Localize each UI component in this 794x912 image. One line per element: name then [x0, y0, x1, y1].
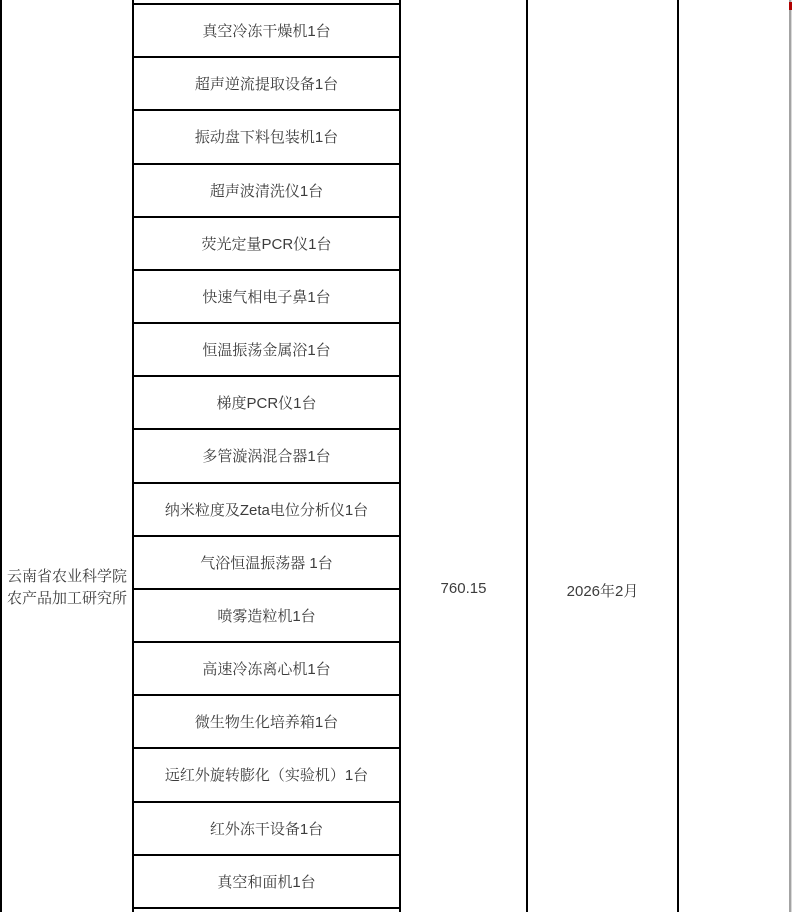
- equipment-cell: 微生物生化培养箱1台: [134, 696, 399, 749]
- equipment-cell: 红外冻干设备1台: [134, 803, 399, 856]
- equipment-cell: 远红外旋转膨化（实验机）1台: [134, 749, 399, 802]
- equipment-cell: 荧光定量PCR仪1台: [134, 218, 399, 271]
- equipment-column: [132, 0, 401, 912]
- equipment-cell: 气浴恒温振荡器 1台: [134, 537, 399, 590]
- equipment-row-partial-bottom: [134, 909, 399, 912]
- budget-cell: 760.15: [440, 580, 487, 597]
- equipment-cell: 纳米粒度及Zeta电位分析仪1台: [134, 484, 399, 537]
- revision-mark: [789, 2, 792, 10]
- organization-cell: 云南省农业科学院农产品加工研究所: [6, 568, 127, 607]
- equipment-cell: 多管漩涡混合器1台: [134, 430, 399, 483]
- equipment-cell: 喷雾造粒机1台: [134, 590, 399, 643]
- equipment-cell: 超声波清洗仪1台: [134, 165, 399, 218]
- equipment-cell: 快速气相电子鼻1台: [134, 271, 399, 324]
- equipment-cell: 高速冷冻离心机1台: [134, 643, 399, 696]
- equipment-cell: 超声逆流提取设备1台: [134, 58, 399, 111]
- remark-cell: [679, 0, 789, 912]
- equipment-cell: 真空和面机1台: [134, 856, 399, 909]
- equipment-cell: 梯度PCR仪1台: [134, 377, 399, 430]
- page-edge-line: [789, 0, 792, 912]
- equipment-cell: 真空冷冻干燥机1台: [134, 5, 399, 58]
- col3-col4-border: [526, 0, 528, 912]
- equipment-cell: 恒温振荡金属浴1台: [134, 324, 399, 377]
- table-left-border: [0, 0, 2, 912]
- purchase-date-cell: 2026年2月: [566, 583, 639, 600]
- equipment-cell: 振动盘下料包装机1台: [134, 111, 399, 164]
